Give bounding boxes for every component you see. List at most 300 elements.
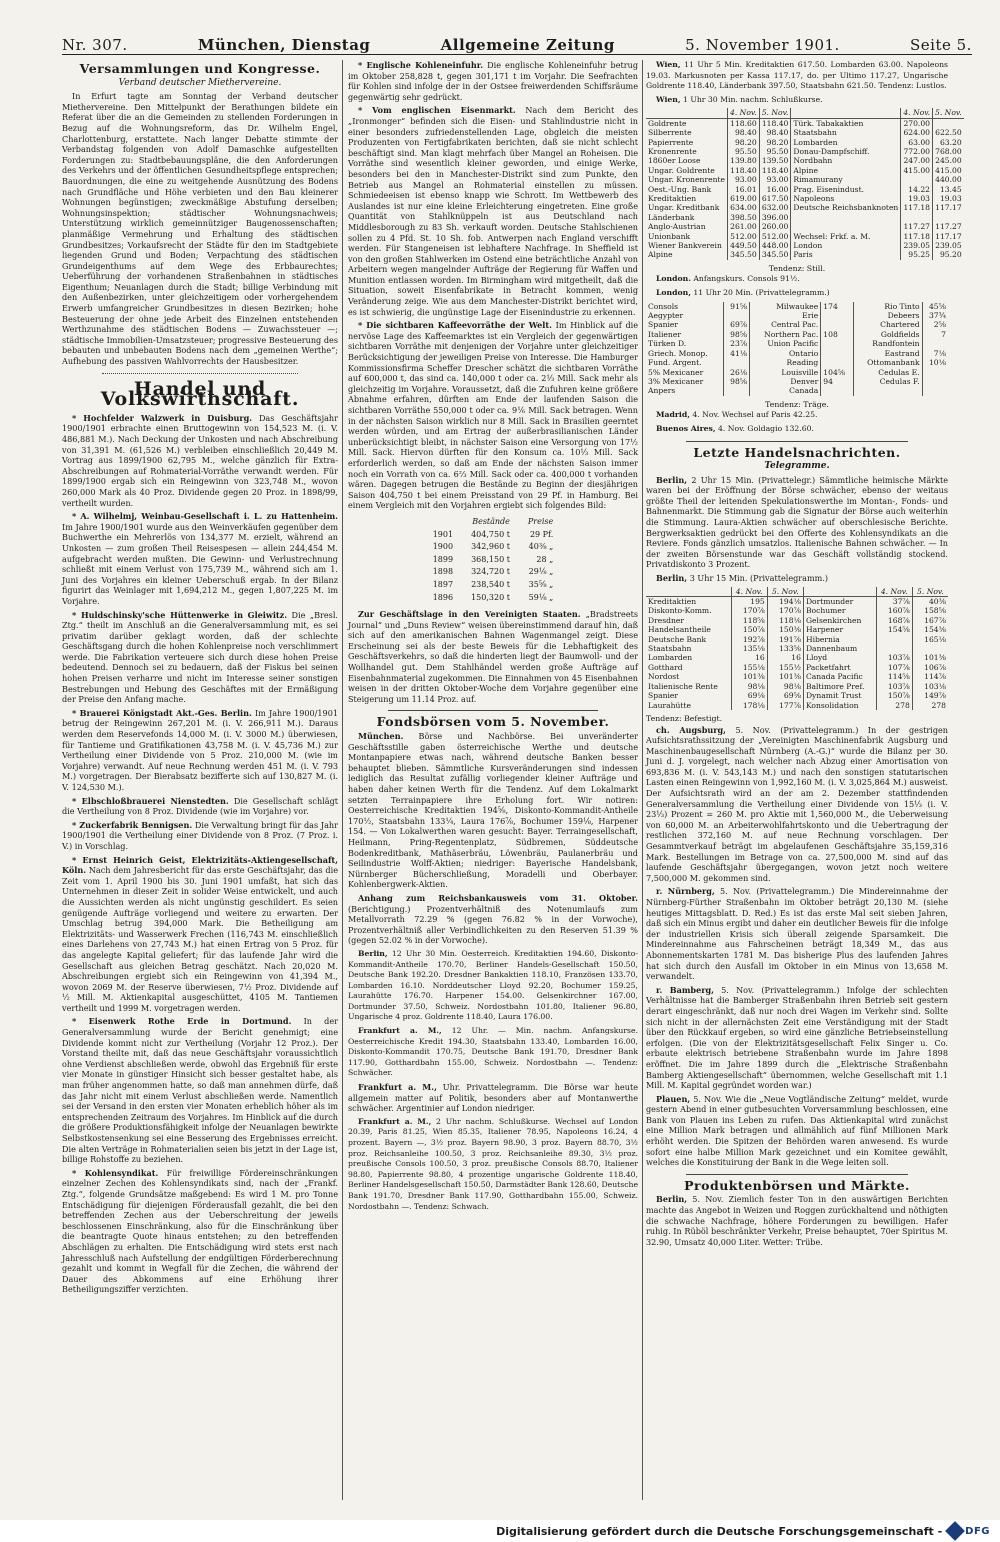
article-lead: Buenos Aires, — [656, 423, 716, 433]
section-title: Letzte Handelsnachrichten. — [693, 444, 901, 460]
article-text: 5. Nov. (Privattelegramm.) In der gestrigen Aufsichtsrathssitzung der „Vereinigten Maschinenfabrik Augsburg und Maschinenbaugesellschaft Nürnberg (A.-G.)“ wurde die Bilanz per 30. Juni d. J. vorgelegt, nach welcher nach Abzug einer Amortisation von 693,836 M. (i. V. 543,143 M.) und nach den sonstigen statutarischen Lasten einen Reingewinn von 1,992,160 M. (i. V. 3,025,864 M.) ausweist. Der Aufsichtsrath wird an der am 2. Dezember stattfindenden Generalversammlung die Vertheilung einer Dividende von 15⅓ (i. V. 23⅓) Prozent = 260 M. pro Aktie mit 1,560,000 M., die Ueberweisung von 60,000 M. an Arbeiterwohlfahrtskonto und die Uebertragung der restlichen 372,160 M. auf neue Rechnung vorschlagen. Der Gesammtverkauf beträgt im abgelaufenen Geschäftsjahre 35,159,316 Mark. Bestellungen im Betrage von ca. 27,500,000 M. sind auf das laufende Geschäftsjahr übergegangen, wovon jetzt noch weitere 7,500,000 M. gekommen sind. — [646, 724, 948, 883]
table-cell: Union Pacific — [750, 339, 821, 348]
column-1 — [62, 60, 338, 1500]
article-text: Im Jahre 1900/1901 betrug der Reingewinn 267,201 M. (i. V. 266,911 M.). Daraus werden dem Reservefonds 14,000 M. (i. V. 3000 M.) überwiesen, für Tantieme und Gratifikationen 43,758 M. (i. V. 45,736 M.) zur Vertheilung einer Dividende von 5 Proz. 210,000 M. (wie im Vorjahre) verwandt. Auf neue Rechnung werden 451 M. (i. V. 793 M.) vorgetragen. Der Bierabsatz bezifferte sich auf 130,827 M. (i. V. 124,530 M.). — [62, 707, 338, 792]
table-row — [646, 616, 948, 625]
article-lead: München. — [358, 731, 404, 742]
table-cell: Anglo-Austrian — [646, 222, 728, 231]
table-row — [425, 555, 562, 566]
table-cell: 16.01 — [728, 185, 760, 194]
table-cell: 168⅞ — [876, 616, 912, 625]
table-cell: 324,720 t — [471, 567, 510, 577]
article-lead: ch. Augsburg, — [656, 724, 727, 735]
article — [348, 949, 638, 1023]
table-cell: 170⅞ — [767, 606, 803, 615]
table-cell: 150⅞ — [876, 691, 912, 700]
table-cell: 59⅛ „ — [528, 592, 554, 602]
city-day: München, Dienstag — [197, 36, 371, 54]
table-cell: 69⅝ — [767, 691, 803, 700]
table-cell: Wechsel: Frkf. a. M. — [791, 232, 901, 241]
table-cell: 104⅝ — [821, 368, 853, 377]
table-cell: 103⅛ — [924, 681, 946, 691]
article — [646, 725, 948, 884]
table-row — [646, 302, 948, 311]
table-cell: Nordbahn — [791, 156, 901, 165]
table-cell: Wiener Bankverein — [646, 241, 728, 250]
table-cell: Packetfahrt — [803, 663, 876, 672]
table-cell: 1899 — [432, 554, 454, 564]
table-cell: Silberrente — [646, 128, 728, 137]
table-header-row — [646, 108, 964, 118]
table-cell: Randfontein — [853, 339, 922, 348]
table-row — [425, 542, 562, 553]
table-cell: 98⅛ — [767, 682, 803, 691]
article-text: Für freiwillige Fördereinschränkungen einzelner Zechen des Kohlensyndikats sind, nach der „Frankf. Ztg.“, folgende Grundsätze maßgebend: Es wird 1 M. pro Tonne Entschädigung für diejenigen Förderausfall gezahlt, die bei den betreffenden Zechen aus der Ueberschreitung der jeweils beschlossenen Einschränkung, also für die Einschränkung über die beantragte Quote hinaus entstehen; zu den betreffenden Abschlägen zu erhalten. Die Entschädigung wird stets erst nach Jahresschluß nach Aufstellung der endgültigen Förderberechnung gezahlt und kommt in Wegfall für die Zechen, die während der Dauer des Abkommens auf eine Erhöhung ihrer Betheiligungsziffer verzichten. — [62, 1167, 338, 1295]
table-cell: 13.45 — [939, 184, 962, 194]
table-row — [646, 368, 948, 377]
table-cell: Bochumer — [803, 606, 876, 615]
table-cell: Griech. Monop. — [646, 349, 723, 358]
table-cell: 167⅞ — [924, 615, 946, 625]
table-cell: 165⅛ — [924, 634, 946, 644]
article-lead: Berlin, — [656, 573, 688, 584]
table-cell: 118.40 — [728, 166, 760, 175]
table-row — [646, 147, 964, 156]
table-cell: 261.00 — [728, 222, 760, 231]
column-3 — [646, 60, 962, 1500]
article-text: 4. Nov. Goldagio 132.60. — [717, 423, 814, 433]
article-text: 5. Nov. Ziemlich fester Ton in den auswärtigen Berichten machte das Angebot in Weizen und Roggen zurückhaltend und nöthigten die schwache Nachfrage, höhere Forderungen zu bewilligen. Hafer ruhig. In Rüböl beschränkter Verkehr, Preise behauptet, 70er Spiritus M. 32.90, Umsatz 40,000 Liter. Wetter: Trübe. — [646, 1194, 948, 1247]
table-cell — [901, 213, 933, 222]
table-cell: Kreditaktien — [646, 597, 731, 607]
table-row — [646, 232, 964, 241]
table-cell: Hibernia — [803, 635, 876, 644]
article-text: 5. Nov. Wie die „Neue Vogtländische Zeitung“ meldet, wurde gestern Abend in einer gutbesuchten Vorversammlung beschlossen, eine Bank von Plauen ins Leben zu rufen. Das Aktienkapital wird zunächst eine Million Mark betragen und allmählich auf fünf Millionen Mark erhöht werden. Die Spitzen der Behörden waren anwesend. Es wurde sofort eine halbe Million Mark gezeichnet und ein Komitee gewählt, welches die Konstituirung der Bank in die Wege leiten soll. — [646, 1093, 949, 1168]
table-cell: 7⅛ — [933, 348, 946, 358]
table-cell: Anpers — [646, 386, 723, 395]
table-cell: 95.20 — [939, 250, 962, 260]
table-row — [646, 250, 964, 259]
table-cell — [791, 222, 901, 231]
table-cell: 617.50 — [759, 194, 791, 203]
article — [348, 609, 638, 704]
table-cell: Paris — [791, 250, 901, 259]
table-cell: 149⅞ — [924, 691, 946, 701]
table-cell: 98.20 — [759, 138, 791, 147]
table-cell: 98.20 — [728, 138, 760, 147]
table-cell: 154⅜ — [924, 625, 946, 635]
table-cell: Chartered — [853, 320, 922, 329]
article-lead: Madrid, — [656, 410, 690, 420]
table-cell: 260.00 — [759, 222, 791, 231]
article — [348, 105, 638, 317]
article — [646, 288, 948, 299]
dfg-logo-icon — [945, 1521, 965, 1541]
table-header-cell — [425, 517, 461, 528]
table-row — [646, 625, 948, 634]
table-cell: 16 — [767, 653, 803, 662]
table-cell — [723, 386, 749, 395]
table-header-cell: 4. Nov. — [728, 108, 760, 118]
column-rule — [642, 60, 643, 1500]
divider — [686, 1174, 908, 1175]
table-cell: 135⅛ — [731, 644, 767, 653]
table-cell: Northern Pac. — [750, 330, 821, 339]
table-row — [646, 672, 948, 681]
table-header-cell — [646, 108, 728, 118]
table-cell — [821, 311, 853, 320]
table-header-cell: 5. Nov. — [767, 587, 803, 597]
article — [62, 708, 338, 793]
article-lead: * Die sichtbaren Kaffeevorräthe der Welt. — [358, 320, 552, 331]
table-cell: 1898 — [432, 567, 454, 577]
table-cell: Donau-Dampfschiff. — [791, 147, 901, 156]
article-lead: Zur Geschäftslage in den Vereinigten Staaten. — [358, 609, 581, 620]
table-cell: Napoleons — [791, 194, 901, 203]
table-cell: 150⅞ — [731, 625, 767, 634]
table-cell: 114⅞ — [924, 672, 946, 682]
table-cell: Kronenrente — [646, 147, 728, 156]
article-lead: r. Bamberg, — [656, 984, 714, 995]
table-cell: 178⅛ — [731, 701, 767, 710]
table-header-cell — [646, 587, 731, 597]
table-cell: 239.05 — [901, 241, 933, 250]
article — [646, 274, 948, 285]
table-cell: Diskonto-Komm. — [646, 606, 731, 615]
article-lead: Berlin, — [656, 474, 688, 485]
table-cell: London — [791, 241, 901, 250]
article-text: 3 Uhr 15 Min. (Privattelegramm.) — [689, 573, 829, 584]
table-cell: 37¾ — [928, 311, 946, 321]
article-text: Das Geschäftsjahr 1900/1901 erbrachte einen Bruttogewinn von 154,523 M. (i. V. 486,881 M.). Nach Deckung der Unkosten und nach Abschreibung von 31,391 M. (61,526 M.) verbleiben einschließlich 20,449 M. Vortrag aus 1899/1900 62,795 M., welche gänzlich für Extra-Abschreibungen auf Rohmaterial-Vorräthe verwandt werden. Für 1899/1900 ergab sich ein Reingewinn von 323,748 M., wovon 260,000 Mark als 40 Proz. Dividende gegen 20 Proz. in 1898/99, vertheilt wurden. — [62, 412, 339, 508]
article-text: 5. Nov. (Privattelegramm.) Die Mindereinnahme der Nürnberg-Fürther Straßenbahn im Oktober beträgt 20,130 M. (siehe heutiges Mittagsblatt. D. Red.) Es ist das erste Mal seit sieben Jahren, daß sich ein Minus ergibt und daher ein deutlicher Beweis für die infolge der industriellen Krisis sich überall zeigende Sparsamkeit. Die Mindereinnahme aus Fahrscheinen beträgt 18,349 M., das aus Abonnementskarten 1781 M. Das bisherige Plus des laufenden Jahres hat sich durch den Ausfall im Oktober in ein Minus von 13,658 M. verwandelt. — [646, 886, 948, 982]
table-cell: 404,750 t — [471, 529, 510, 539]
table-cell: 101⅜ — [767, 672, 803, 681]
table-cell: 94 — [821, 377, 853, 386]
article-lead: * Englische Kohleneinfuhr. — [358, 60, 484, 70]
table-cell: 1860er Loose — [646, 156, 728, 165]
article — [348, 1026, 638, 1079]
table-cell: 154⅝ — [876, 625, 912, 634]
table-cell: 239.05 — [935, 241, 962, 251]
table-header-cell: Preise — [527, 516, 554, 526]
tendency-note: Tendenz: Still. — [768, 263, 826, 273]
table-row — [646, 653, 948, 662]
tendency-note: Tendenz: Befestigt. — [646, 713, 723, 723]
table-cell: 98⅝ — [723, 377, 749, 386]
table-cell: 512.00 — [728, 232, 760, 241]
table-header-cell: 5. Nov. — [759, 108, 791, 118]
article-text: 11 Uhr 20 Min. (Privattelegramm.) — [693, 288, 830, 298]
table-cell: 117.17 — [935, 203, 962, 213]
table-row — [425, 593, 562, 604]
article-lead: * Hochfelder Walzwerk in Duisburg. — [72, 412, 253, 423]
table-row — [646, 185, 964, 194]
table-cell: 396.00 — [759, 213, 791, 222]
table-cell: 107⅞ — [876, 663, 912, 672]
table-cell: 98.40 — [759, 128, 791, 137]
table-cell: Dannenbaum — [803, 644, 876, 653]
article — [646, 886, 948, 981]
table-cell: 14.22 — [901, 185, 933, 194]
table-row — [646, 156, 964, 165]
article-lead: * Elbschloßbrauerei Nienstedten. — [72, 795, 229, 806]
table-cell: 63.00 — [901, 138, 933, 147]
table-row — [646, 118, 964, 128]
section-subtitle: Telegramme. — [764, 461, 830, 472]
article-lead: Wien, — [656, 94, 681, 104]
table-cell: 619.00 — [728, 194, 760, 203]
article-text: 12 Uhr. — Min. nachm. Anfangskurse. Oesterreichische Kredit 194.30, Staatsbahn 133.40, Lombarden 16.00, Diskonto-Kommandit 170.75, Deutsche Bank 191.70, Dresdner Bank 117.90, Gotthardbahn 155.00, Schweiz. Nordostbahn —. Tendenz: Schwächer. — [348, 1026, 638, 1078]
table-cell — [821, 386, 853, 395]
table-row — [646, 606, 948, 615]
table-row — [646, 597, 948, 607]
table-cell: 118.60 — [728, 118, 760, 128]
table-row — [425, 567, 562, 578]
article — [646, 410, 948, 421]
table-cell — [933, 118, 964, 128]
table-cell: 98.40 — [728, 128, 760, 137]
table-cell: 118.40 — [759, 118, 791, 128]
table-cell: 40⅜ — [928, 597, 946, 607]
table-cell: Länderbank — [646, 213, 728, 222]
table-cell: 415.00 — [935, 165, 962, 175]
table-cell: 95.50 — [728, 147, 760, 156]
table-cell: Gotthard — [646, 663, 731, 672]
article-text: 2 Uhr 15 Min. (Privattelegr.) Sämmtliche heimische Märkte waren bei der Eröffnung der Börse schwächer, ebenso der weitaus größte Theil der leitenden Spekulationswerthe im Montan-, Fonds- und Bahnenmarkt. Die Stimmung gab die Signatur der Börse auch weiterhin die Stimmung. Laura-Aktien schwächer auf oberschlesische Berichte. Bergwerksaktien gedrückt bei den Offerte des Kohlensyndikats an die Reviere. Fonds gänzlich umsatzlos. Italienische Bahnen schwächer. — In der zweiten Börsenstunde war das Geschäft vollständig stockend. Privatdiskonto 3 Prozent. — [646, 474, 949, 570]
article-lead: Anhang zum Reichsbankausweis vom 31. Oktober. — [358, 892, 638, 903]
article — [646, 60, 948, 92]
table-cell — [791, 213, 901, 222]
table-cell — [821, 339, 853, 348]
table-cell: Denver — [750, 377, 821, 386]
table-header-row — [425, 517, 562, 528]
table-cell: 37⅞ — [876, 597, 912, 607]
table-cell: 238,540 t — [471, 579, 510, 589]
table-cell: Erie — [750, 311, 821, 320]
table-cell: 118⅛ — [767, 616, 803, 625]
article — [646, 1194, 948, 1247]
table-cell: Prag. Eisenindust. — [791, 185, 901, 194]
table-cell: 114⅝ — [876, 672, 912, 681]
table-row — [646, 194, 964, 203]
table-cell: 278 — [931, 700, 946, 710]
table-header-cell: 4. Nov. — [731, 587, 767, 597]
table-cell: 40⅜ „ — [528, 542, 554, 552]
table-cell: Goldfields — [853, 330, 922, 339]
table-cell: 45⅝ — [928, 301, 946, 311]
article — [62, 610, 338, 705]
table-cell: 63.20 — [939, 137, 962, 147]
section-title: Fondsbörsen vom 5. November. — [376, 714, 610, 730]
article — [646, 95, 948, 106]
table-cell: 512.00 — [759, 232, 791, 241]
table-row — [646, 635, 948, 644]
table-header-cell: 5. Nov. — [912, 587, 948, 597]
table-cell: Unionbank — [646, 232, 728, 241]
article-list — [348, 60, 638, 511]
table-cell: 177⅞ — [767, 701, 803, 710]
table-cell: 1900 — [432, 542, 454, 552]
footer-credit: Digitalisierung gefördert durch die Deutsche Forschungsgemeinschaft - — [496, 1524, 943, 1538]
london-rates-table — [646, 302, 948, 396]
table-cell: 117.17 — [935, 231, 962, 241]
article — [348, 60, 638, 102]
table-cell — [922, 386, 948, 395]
table-cell — [853, 386, 922, 395]
table-row — [646, 349, 948, 358]
table-cell: Deutsche Reichsbanknoten — [791, 203, 901, 212]
table-cell: 270.00 — [901, 118, 933, 128]
table-cell — [723, 358, 749, 367]
table-row — [646, 311, 948, 320]
table-header-cell: 4. Nov. — [901, 108, 933, 118]
table-cell: Staatsbahn — [646, 644, 731, 653]
table-cell: 28 „ — [536, 554, 554, 564]
digitization-footer — [0, 1520, 1000, 1542]
article-lead: * Eisenwerk Rothe Erde in Dortmund. — [72, 1016, 292, 1027]
table-cell: Spanier — [646, 691, 731, 700]
table-cell: Canada Pacific — [803, 672, 876, 681]
table-cell: Louisville — [750, 368, 821, 377]
table-row — [646, 222, 964, 231]
table-header-row — [646, 587, 948, 597]
table-cell — [821, 349, 853, 358]
table-cell: 139.80 — [728, 156, 760, 165]
table-cell: 247.00 — [901, 156, 933, 165]
dfg-logo — [948, 1524, 990, 1538]
table-cell: Lloyd — [803, 653, 876, 662]
table-cell: 5% Mexicaner — [646, 368, 723, 377]
article — [62, 511, 338, 606]
table-header-cell: Bestände — [472, 516, 510, 526]
table-cell: Rimamurany — [791, 175, 901, 184]
table-cell: Dortmunder — [803, 597, 876, 607]
article-lead: * Brauerei Königstadt Akt.-Ges. Berlin. — [72, 707, 252, 718]
article-text: (Berichtigung.) Prozentverhältniß des Notenumlaufs zum Metallvorrath 72.29 % (gegen 76.82 % in der Vorwoche), Prozentverhältniß aller Verbindlichkeiten zu den Reserven 51.39 % (gegen 52.02 % in der Vorwoche). — [348, 903, 638, 946]
page-header — [62, 28, 972, 55]
article-text: Im Jahre 1900/1901 wurde aus den Weinverkäufen gegenüber dem Buchwerthe ein Mehrerlös von 134,377 M. erzielt, während an Unkosten — zum großen Theil Reisespesen — allein 244,454 M. aufgebracht werden mußten. Die Gewinn- und Verlustrechnung schließt mit einem Verlust von 175,739 M., während sich am 1. Juni des Vorjahres ein kleiner Ueberschuß ergab. In der Bilanz figurirt das Weinlager mit 1,694,212 M., gegen 1,807,225 M. im Vorjahre. — [62, 521, 338, 606]
issue-date: 5. November 1901. — [685, 36, 840, 54]
article — [646, 424, 948, 435]
table-cell: 93.00 — [728, 175, 760, 184]
table-header-cell — [803, 587, 876, 597]
vienna-rates-table — [646, 108, 964, 260]
table-row — [646, 166, 964, 175]
table-cell — [876, 644, 912, 653]
table-row — [425, 580, 562, 591]
article — [348, 1082, 638, 1114]
article-text: In Erfurt tagte am Sonntag der Verband deutscher Miethervereine. Den Mittelpunkt der Berathungen bildete ein Referat über die an die Gemeinden zu stellenden Forderungen in Bezug auf die Wohnungsreform, das Dr. Wilhelm Engel, Charlottenburg, erstattete. Nach langer Debatte stimmte der Verbandstag folgenden von Adolf Damaschke aufgestellten Forderungen zu: Stadtbebauungspläne, die den Anforderungen des Verkehrs und der öffentlichen Gesundheitspflege entsprechen; Bauordnungen, die eine zu weitgehende Ausnützung des Bodens nach Grundfläche und Höhe verbieten und den Bau kleinerer Wohnungen begünstigen; zweckmäßige Abstufung derselben; Wohnungsinspektion; städtischer Wohnungsnachweis; Unterstützung wirklich gemeinnütziger Baugenossenschaften; planmäßige Vermehrung und Erhaltung des städtischen Grundbesitzes; Vorkaufsrecht der Städte für den im Stadtgebiete liegenden Grund und Boden; Verpachtung des städtischen Grundeigenthums auf dem Wege des Erbbaurechtes; Ueberführung der vorhandenen Straßenbahnen in städtisches Eigenthum; Neuanlagen durch die Stadt; billige Verbindung mit den Außenbezirken, unter gleichzeitigem oder vorhergehendem Erwerb umfangreicher Grundbesitzes in diesen Bezirken; hohe Besteuerung der ohne jede Arbeit des Einzelnen entstehenden Werthzunahme des städtischen Bodens — Zuwachssteuer —; städtische Immobilien-Umsatzsteuer; progressive Besteuerung des bebauten und unbebauten Bodens nach dem „gemeinen Werthe“; Aufhebung des passiven Wahlvorrechts der Hausbesitzer. — [62, 91, 338, 367]
article-lead: Frankfurt a. M., — [358, 1116, 432, 1126]
table-cell: 2⅝ — [933, 320, 946, 330]
article — [62, 855, 338, 1014]
table-cell: 98⅝ — [723, 330, 749, 339]
article-text: 4. Nov. Wechsel auf Paris 42.25. — [692, 410, 818, 420]
table-cell: 95.25 — [901, 250, 933, 259]
section-title: Versammlungen und Kongresse. — [79, 61, 321, 76]
article-list — [62, 413, 338, 1295]
table-cell: 103⅞ — [876, 682, 912, 691]
berlin-rates-table — [646, 587, 948, 710]
article-text: Die „Bresl. Ztg.“ theilt im Anschluß an die Generalversammlung mit, es sei privatim darüber geklagt worden, daß der schlechte Geschäftsgang durch die hohen Kohlenpreise noch verschlimmert werde. Die Fabrikation verteuere sich durch diese hohen Preise bedeutend. Dennoch sei zu bedauern, daß der Fiskus bei seinen hohen Preisen verharre und nicht im Interesse seiner sonstigen Bestrebungen und Hebung des Geschäftes mit der Ermäßigung der Preise den Anfang mache. — [62, 609, 338, 705]
table-cell: Consols — [646, 302, 723, 311]
table-cell: 16.00 — [759, 185, 791, 194]
table-row — [646, 320, 948, 329]
article-text: Im Hinblick auf die nervöse Lage des Kaffeemarktes ist ein Vergleich der gegenwärtigen sichtbaren Vorräthe mit denjenigen der Vorjahre unter gleichzeitiger Berücksichtigung der jeweiligen Preise von Interesse. Die Hamburger Kommissionsfirma Scheffer Drescher schätzt die sichtbaren Vorräthe auf 600,000 t, das sind ca. 140,000 t oder ca. 2⅓ Mill. Sack mehr als gleichzeitig im Vorjahre. Voraussetzt, daß die Zufuhren keine größere Abnahme erfahren, dürften am Ende der laufenden Saison die sichtbaren Vorräthe 550,000 t oder ca. 9⅙ Mill. Sack betragen. Wenn in der nächsten Saison wirklich nur 8 Mill. Sack in Brasilien geerntet werden würden, und am Ertrag der außerbrasilianischen Länder unberücksichtigt bleibt, in nächster Saison eine Versorgung von 17½ Mill. Sack. Hiervon dürften für den Konsum ca. 10⅓ Mill. Sack erforderlich werden, so daß am Ende der nächsten Saison immer noch ein Vorrath von ca. 6⅔ Mill. Sack oder ca. 400,000 t vorhanden wären. Dagegen betrugen die Bestände zu Beginn der diesjährigen Saison 404,750 t bei einem Preisstand von 29 Pf. in Hamburg. Bei einem Vergleich mit den Vorjahren ergiebt sich folgendes Bild: — [348, 320, 639, 511]
article-text: Die englische Kohleneinfuhr betrug im Oktober 258,828 t, gegen 301,171 t im Vorjahr. Die Seefrachten für Kohlen sind infolge der in der Ostsee freiwerdenden Schiffsräume gegenwärtig sehr gedrückt. — [348, 60, 639, 102]
table-cell: Italienische Rente — [646, 682, 731, 691]
article-lead: Plauen, — [656, 1093, 691, 1104]
table-cell: 91⅝ — [723, 302, 749, 311]
table-header-cell: 5. Nov. — [933, 108, 964, 118]
table-cell: Papierrente — [646, 138, 728, 147]
table-cell: 634.00 — [728, 203, 760, 212]
section-subtitle: Verband deutscher Miethervereine. — [118, 77, 282, 88]
table-row — [646, 175, 964, 184]
table-cell: 118.40 — [759, 166, 791, 175]
table-row — [646, 138, 964, 147]
table-cell — [922, 339, 948, 348]
table-cell: 133⅝ — [767, 644, 803, 653]
table-cell: Debeers — [853, 311, 922, 320]
newspaper-title: Allgemeine Zeitung — [440, 36, 615, 54]
table-cell: 93.00 — [759, 175, 791, 184]
article — [646, 985, 948, 1091]
table-cell: 3% Mexicaner — [646, 377, 723, 386]
table-cell — [901, 175, 933, 184]
table-row — [646, 213, 964, 222]
table-cell: 195 — [731, 597, 767, 607]
table-cell: 170⅞ — [731, 606, 767, 615]
article-text: Anfangskurs. Consols 91½. — [693, 274, 800, 284]
article — [62, 413, 338, 508]
table-cell: Milwaukee — [750, 302, 821, 311]
table-cell: 103⅞ — [876, 653, 912, 662]
table-cell: 174 — [821, 302, 853, 311]
divider — [388, 710, 598, 711]
table-cell: Alpine — [646, 250, 728, 259]
table-cell: Harpener — [803, 625, 876, 634]
table-cell: Laurahütte — [646, 701, 731, 710]
table-cell: 117.27 — [935, 222, 962, 232]
table-cell: Central Pac. — [750, 320, 821, 329]
table-cell: Dresdner — [646, 616, 731, 625]
table-row — [646, 691, 948, 700]
table-cell — [821, 358, 853, 367]
table-cell: 117.18 — [901, 232, 933, 241]
tendency-note: Tendenz: Träge. — [765, 399, 829, 409]
table-cell: Fund. Argent. — [646, 358, 723, 367]
article-lead: Frankfurt a. M., — [358, 1026, 442, 1036]
table-cell: 158⅝ — [924, 606, 946, 616]
table-cell: Ungar. Kronenrente — [646, 175, 728, 184]
article-lead: Berlin, — [656, 1194, 688, 1205]
article — [348, 731, 638, 890]
table-cell: 160⅞ — [876, 606, 912, 615]
article-text: Nach dem Jahresbericht für das erste Geschäftsjahr, das die Zeit vom 1. April 1900 bis 30. Juni 1901 umfaßt, hat sich das Unternehmen in dieser Zeit in solider Weise entwickelt, und auch die Aussichten werden als nicht ungünstig geschildert. Es seien genügende Aufträge vorliegend und weitere zu erwarten. Der Umschlag betrug 394,000 Mark. Die Betheiligung am Elektrizitäts- und Wasserwerk Frechen (116,743 M. einschließlich eines Darlehens von 27,743 M.) hat einen Ertrag von 5 Proz. für das angelegte Kapital geliefert; für das laufende Jahr wird die Gesellschaft aus gleichen Betrag geschätzt. Nach 20,020 M. Abschreibungen ergiebt sich ein Reingewinn von 41,394 M., wovon 2069 M. der Reserve überwiesen, 7½ Proz. Dividende auf ½ Mill. M. Aktienkapital ausgeschüttet, 4105 M. Tantiemen vertheilt und 1999 M. vorgetragen werden. — [62, 865, 338, 1013]
section-title: Produktenbörsen und Märkte. — [684, 1177, 910, 1193]
table-header-cell: 4. Nov. — [876, 587, 912, 597]
table-cell — [922, 377, 948, 386]
table-cell: 117.27 — [901, 222, 933, 231]
table-cell: 139.50 — [759, 156, 791, 165]
table-cell: 16 — [731, 653, 767, 662]
table-cell — [821, 320, 853, 329]
article — [62, 796, 338, 817]
article — [348, 893, 638, 946]
table-row — [646, 682, 948, 691]
